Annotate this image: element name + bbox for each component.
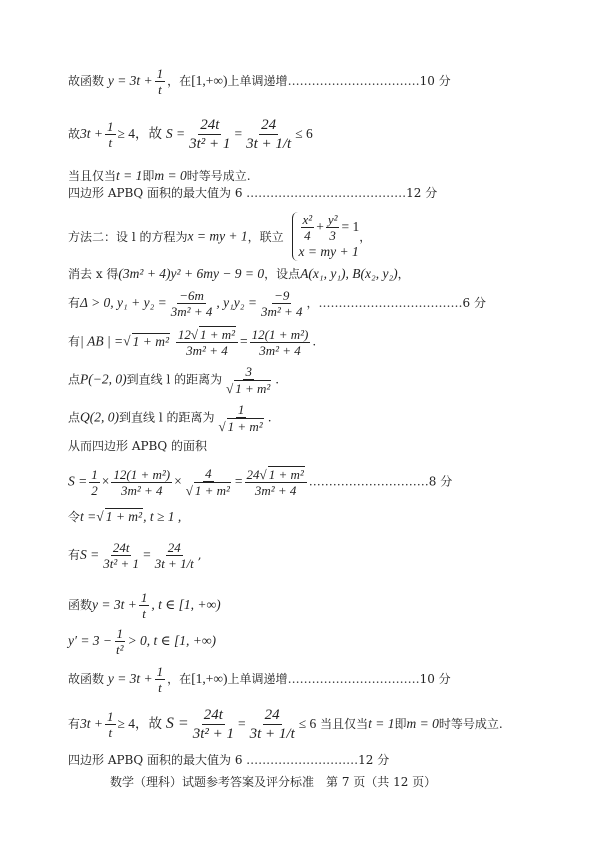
line-max-1	[68, 185, 437, 201]
line-derivative	[68, 626, 216, 657]
math: y = 3t +	[107, 73, 153, 88]
line-bound-1	[68, 116, 313, 153]
equation-system: $\frac{\text{x²}}{4}$ + $\frac{\text{y²}}{3}$ = 1 x = my + 1	[292, 212, 360, 261]
text: 点	[68, 410, 81, 425]
fraction: $\frac{24t}{\text{3t² + 1}}$	[103, 540, 140, 571]
math: y = 3t +	[92, 597, 137, 612]
math: =	[234, 126, 243, 141]
interval: [1,+∞)	[191, 671, 228, 686]
leader-dots: ……………………………	[287, 672, 420, 686]
line-distance-p	[68, 364, 279, 396]
text: 从而四边形 APBQ 的面积	[68, 439, 208, 453]
text: 函数	[68, 598, 93, 612]
leader-dots: ，………………………………	[306, 296, 463, 310]
leader-dots: ……………………………	[287, 74, 420, 88]
page-footer: 数学（理科）试题参考答案及评分标准 第 7 页（共 12 页）	[110, 775, 437, 789]
math: m = 0	[406, 716, 439, 731]
fraction: $\frac{1}{t}$	[156, 664, 164, 695]
text: 有	[68, 334, 81, 349]
line-eliminate	[68, 266, 410, 282]
text: ，联立	[247, 230, 284, 244]
line-bound-2: 有3t + $\frac{1}{t}$ ≥ 4，故 S = $\frac{24t}{\text{3t² + 1}}$ = $\frac{24}{3t + 1/t}$ ≤ 6 当且仅当t = 1即m = 0时等号成立.	[68, 707, 503, 742]
line-equality-1	[68, 168, 251, 184]
score-label: 10 分	[419, 672, 451, 686]
interval: [1,+∞)	[191, 73, 228, 88]
text: 即	[394, 717, 407, 731]
fraction: $\frac{1}{\text{√ 1 + m²}}$	[218, 402, 263, 434]
fraction: $\frac{1}{t}$	[156, 66, 164, 97]
text: 方法二：设 l 的方程为	[68, 230, 188, 244]
text: ，在	[167, 672, 192, 686]
math: t = 1	[116, 168, 143, 183]
math: m = 0	[154, 168, 187, 183]
text: 时等号成立.	[186, 169, 251, 183]
line-distance-q	[68, 402, 272, 434]
text: 四边形 APBQ 面积的最大值为 6 .	[68, 186, 251, 200]
math: y′ = 3 −	[68, 633, 113, 648]
math: A(x₁, y₁), B(x₂, y₂)	[300, 266, 398, 281]
fraction: $\frac{\text{x²}}{4}$	[302, 212, 313, 243]
fraction: $\frac{24}{3t + 1/t}$	[246, 117, 292, 152]
fraction: $\frac{\text{24√ 1 + m²}}{\text{3m² + 4}}$	[245, 466, 307, 498]
text: ，	[397, 267, 410, 281]
math: > 0, t ∈ [1, +∞)	[127, 633, 217, 648]
text: 故函数	[68, 672, 108, 686]
text: 四边形 APBQ 面积的最大值为 6 .	[68, 753, 251, 767]
text: ，设点	[264, 267, 301, 281]
text: 点	[68, 372, 81, 387]
score-label: 8 分	[428, 474, 453, 489]
line-chord-length: 有| AB | =√ 1 + m² $\frac{\text{12√ 1 + m²}}{\text{3m² + 4}}$ = $\frac{\text{12(1 + m²)}}{\text{3m² + 4}}$ .	[68, 326, 317, 358]
math: t =	[80, 509, 97, 524]
line-monotonic-2	[68, 664, 451, 695]
math: 3t +	[80, 126, 104, 141]
math: S =	[165, 715, 189, 732]
math: y = 3t +	[107, 671, 153, 686]
fraction: $\frac{1}{t}$	[107, 119, 114, 150]
text: 到直线 l 的距离为	[126, 372, 223, 387]
text: .	[312, 334, 317, 349]
fraction: $\frac{-9}{\text{3m² + 4}}$	[260, 288, 303, 319]
text: 即	[142, 169, 155, 183]
math: S =	[68, 473, 88, 489]
fraction: $\frac{3}{\text{√ 1 + m²}}$	[226, 364, 271, 396]
fraction: $\frac{24}{3t + 1/t}$	[154, 540, 194, 571]
line-substitution: 令t =√ 1 + m², t ≥ 1 ,	[68, 509, 182, 524]
line-vieta	[68, 288, 486, 319]
text: 故	[68, 127, 81, 141]
score-label: 12 分	[406, 186, 438, 200]
math: S =	[165, 126, 186, 141]
fraction: $\frac{-6m}{\text{3m² + 4}}$	[170, 288, 213, 319]
text: 故函数	[68, 74, 108, 88]
score-label: 12 分	[358, 753, 390, 767]
math: , y₁y₂ =	[216, 295, 257, 310]
line-area-intro	[68, 438, 207, 454]
line-monotonic-1	[68, 66, 451, 97]
math: | AB | =	[80, 333, 124, 349]
text: 上单调递增	[227, 74, 288, 88]
math: x = my + 1	[187, 228, 248, 244]
line-max-2	[68, 752, 389, 768]
math: ≤ 6	[295, 126, 313, 141]
fraction: $\frac{24t}{\text{3t² + 1}}$	[192, 707, 234, 742]
math: , t ∈ [1, +∞)	[151, 597, 221, 612]
text: 上单调递增	[227, 672, 288, 686]
radical: 1 + m²	[132, 333, 170, 349]
math: 3t +	[80, 716, 104, 731]
math: S =	[80, 547, 100, 562]
fraction: $\frac{24t}{\text{3t² + 1}}$	[189, 117, 231, 152]
fraction: $\frac{24}{3t + 1/t}$	[249, 707, 295, 742]
text: 有	[68, 296, 81, 310]
radical: 1 + m²	[105, 509, 143, 524]
math: t = 1	[368, 716, 395, 731]
text: 消去 x 得	[68, 267, 119, 281]
text: .	[267, 410, 272, 425]
line-method2	[68, 212, 371, 261]
fraction: $\frac{\text{12√ 1 + m²}}{\text{3m² + 4}}$	[176, 326, 238, 358]
math: ≥ 4，故	[117, 126, 163, 141]
text: ，	[359, 230, 372, 244]
text: 当且仅当	[320, 717, 369, 731]
line-function	[68, 590, 221, 621]
text: 有	[68, 717, 81, 731]
math: =	[240, 333, 248, 349]
text: 有	[68, 548, 81, 562]
text: .	[275, 372, 280, 387]
score-label: 10 分	[419, 74, 451, 88]
leader-dots: …………………………………	[250, 186, 407, 200]
text: 到直线 l 的距离为	[119, 410, 215, 425]
math: Q(2, 0)	[80, 409, 120, 425]
line-s-in-t: 有S = $\frac{24t}{\text{3t² + 1}}$ = $\frac{24}{3t + 1/t}$ ,	[68, 540, 202, 571]
fraction: $\frac{\text{y²}}{3}$	[327, 212, 338, 243]
text: ,	[197, 548, 202, 562]
fraction: $\frac{4}{\text{√ 1 + m²}}$	[185, 466, 230, 498]
leader-dots: …………………………	[308, 474, 429, 489]
fraction: $\frac{1}{\text{t²}}$	[116, 626, 124, 657]
text: ，在	[167, 74, 192, 88]
text: 当且仅当	[68, 169, 117, 183]
fraction: $\frac{1}{t}$	[107, 709, 114, 740]
text: 时等号成立.	[438, 717, 503, 731]
fraction: $\frac{1}{t}$	[140, 590, 148, 621]
math: (3m² + 4)y² + 6my − 9 = 0	[118, 266, 265, 281]
fraction: $\frac{\text{12(1 + m²)}}{\text{3m² + 4}}$	[113, 466, 171, 498]
fraction: $\frac{\text{12(1 + m²)}}{\text{3m² + 4}}$	[251, 326, 309, 358]
math: Δ > 0, y₁ + y₂ =	[80, 295, 167, 310]
fraction: $\frac{1}{2}$	[91, 466, 98, 498]
text: 令	[68, 510, 81, 524]
score-label: 6 分	[462, 296, 486, 310]
line-area-formula: S = $\frac{1}{2}$ × $\frac{\text{12(1 + m²)}}{\text{3m² + 4}}$ × $\frac{4}{\text{√ 1 + m²}}$ = $\frac{\text{24√ 1 + m²}}{\text{3m² + 4}}$ …………………………8 分	[68, 466, 453, 498]
math: P(−2, 0)	[80, 371, 127, 387]
leader-dots: ………………………	[250, 753, 359, 767]
math: , t ≥ 1 ,	[143, 509, 182, 524]
